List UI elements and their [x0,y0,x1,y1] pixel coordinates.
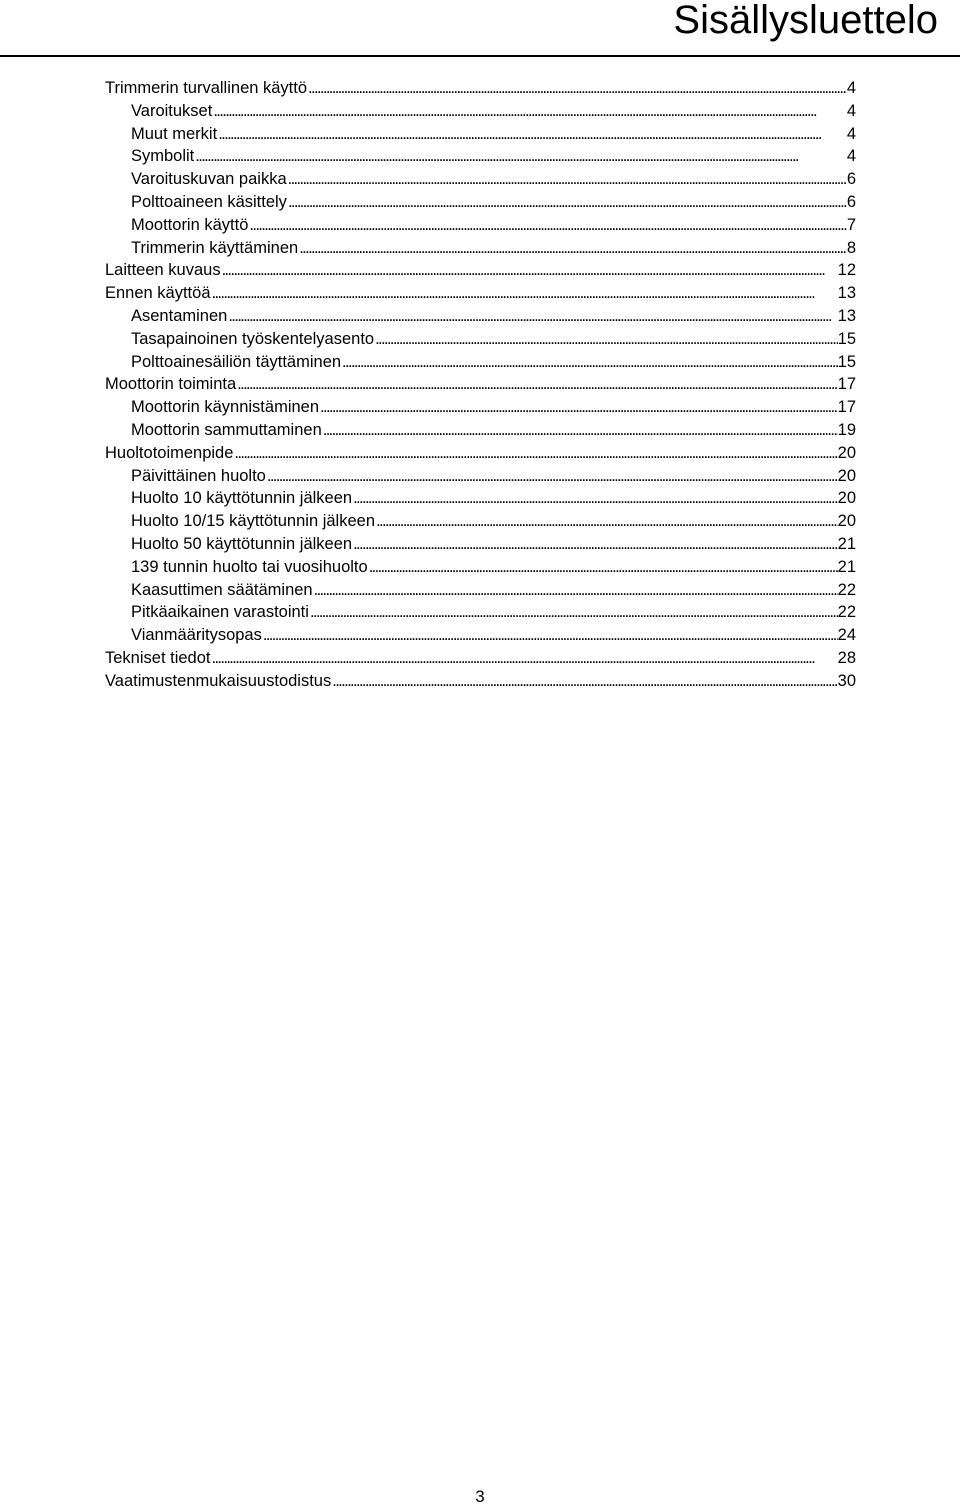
dot-leader [266,465,838,488]
toc-entry-page: 13 [837,306,856,325]
toc-entry[interactable] [105,556,856,579]
toc-entry[interactable] [105,533,856,556]
dot-leader [287,168,847,191]
title-divider [0,55,960,57]
dot-leader [313,579,838,602]
dot-leader [236,373,838,396]
toc-entry-label: Vaatimustenmukaisuustodistus [105,671,332,690]
dot-leader [287,191,847,214]
toc-entry[interactable] [105,670,856,693]
toc-entry-page: 6 [846,192,856,211]
toc-entry[interactable] [105,77,856,100]
toc-entry-page: 20 [837,489,856,508]
toc-entry[interactable] [105,282,856,305]
toc-entry-label: Pitkäaikainen varastointi [131,603,309,622]
toc-entry[interactable] [105,237,856,260]
toc-entry[interactable] [105,191,856,214]
dot-leader [368,556,838,579]
toc-entry[interactable] [105,214,856,237]
toc-entry-page: 21 [837,557,856,576]
dot-leader [375,510,838,533]
toc-entry[interactable] [105,145,856,168]
toc-entry-page: 17 [837,375,856,394]
toc-entry-page: 4 [846,101,856,120]
toc-entry[interactable] [105,624,856,647]
toc-entry-page: 7 [846,215,856,234]
toc-entry-label: Huolto 10/15 käyttötunnin jälkeen [131,512,376,531]
dot-leader [227,305,837,328]
toc-entry-page: 19 [837,420,856,439]
dot-leader [211,282,838,305]
toc-entry-label: Huolto 10 käyttötunnin jälkeen [131,489,353,508]
toc-entry-page: 15 [837,352,856,371]
toc-entry-label: Muut merkit [131,124,218,143]
dot-leader [341,351,838,374]
toc-entry[interactable] [105,373,856,396]
toc-entry-label: Moottorin käyttö [131,215,249,234]
toc-entry-label: Laitteen kuvaus [105,261,221,280]
toc-entry-label: Huolto 50 käyttötunnin jälkeen [131,534,353,553]
toc-entry-label: Symbolit [131,147,195,166]
dot-leader [233,442,837,465]
toc-entry-label: Vianmääritysopas [131,626,262,645]
toc-entry[interactable] [105,465,856,488]
dot-leader [217,123,847,146]
dot-leader [221,259,838,282]
dot-leader [352,533,838,556]
toc-entry[interactable] [105,510,856,533]
toc-entry[interactable] [105,442,856,465]
page-title: Sisällysluettelo [673,0,938,42]
dot-leader [248,214,846,237]
toc-entry-page: 13 [837,284,856,303]
toc-entry-label: Päivittäinen huolto [131,466,266,485]
toc-entry-page: 15 [837,329,856,348]
toc-entry-label: Trimmerin turvallinen käyttö [105,79,308,97]
toc-entry[interactable] [105,259,856,282]
toc-entry-label: Moottorin toiminta [105,375,237,394]
toc-entry-page: 20 [837,466,856,485]
toc-entry[interactable] [105,328,856,351]
toc-entry-page: 4 [846,124,856,143]
toc-entry-label: Polttoaineen käsittely [131,192,287,211]
toc-entry-label: Polttoainesäiliön täyttäminen [131,352,342,371]
toc-entry-page: 20 [837,512,856,531]
toc-entry-label: Moottorin sammuttaminen [131,420,322,439]
toc-entry[interactable] [105,419,856,442]
table-of-contents [105,77,856,693]
toc-entry-label: Kaasuttimen säätäminen [131,580,313,599]
toc-entry[interactable] [105,579,856,602]
toc-entry-page: 24 [837,626,856,645]
toc-entry-page: 12 [837,261,856,280]
toc-entry-page: 4 [846,79,856,97]
dot-leader [298,237,847,260]
dot-leader [309,601,838,624]
toc-entry[interactable] [105,647,856,670]
toc-entry-page: 20 [837,443,856,462]
dot-leader [307,77,847,100]
toc-entry[interactable] [105,123,856,146]
toc-entry-label: Varoituskuvan paikka [131,170,287,189]
toc-entry[interactable] [105,305,856,328]
toc-entry-label: Varoitukset [131,101,213,120]
toc-entry-label: Tasapainoinen työskentelyasento [131,329,375,348]
toc-entry[interactable] [105,487,856,510]
dot-leader [194,145,847,168]
dot-leader [374,328,838,351]
toc-entry-label: Tekniset tiedot [105,648,211,667]
toc-entry[interactable] [105,168,856,191]
toc-entry-page: 28 [837,648,856,667]
toc-entry-page: 22 [837,580,856,599]
toc-entry-page: 17 [837,398,856,417]
toc-entry-label: Trimmerin käyttäminen [131,238,299,257]
toc-entry-page: 21 [837,534,856,553]
dot-leader [322,419,838,442]
toc-entry-page: 6 [846,170,856,189]
toc-entry-page: 30 [837,671,856,690]
dot-leader [262,624,838,647]
page-number: 3 [475,1487,485,1506]
toc-entry[interactable] [105,100,856,123]
toc-entry-label: Ennen käyttöä [105,284,211,303]
dot-leader [319,396,838,419]
toc-entry[interactable] [105,396,856,419]
dot-leader [331,670,837,693]
toc-entry-page: 8 [846,238,856,257]
toc-entry-page: 22 [837,603,856,622]
toc-entry[interactable] [105,351,856,374]
dot-leader [352,487,838,510]
toc-entry-label: Huoltotoimenpide [105,443,234,462]
dot-leader [212,100,846,123]
toc-entry-label: Moottorin käynnistäminen [131,398,320,417]
dot-leader [210,647,837,670]
toc-entry-label: 139 tunnin huolto tai vuosihuolto [131,557,368,576]
toc-entry-page: 4 [846,147,856,166]
toc-entry[interactable] [105,601,856,624]
toc-entry-label: Asentaminen [131,306,228,325]
